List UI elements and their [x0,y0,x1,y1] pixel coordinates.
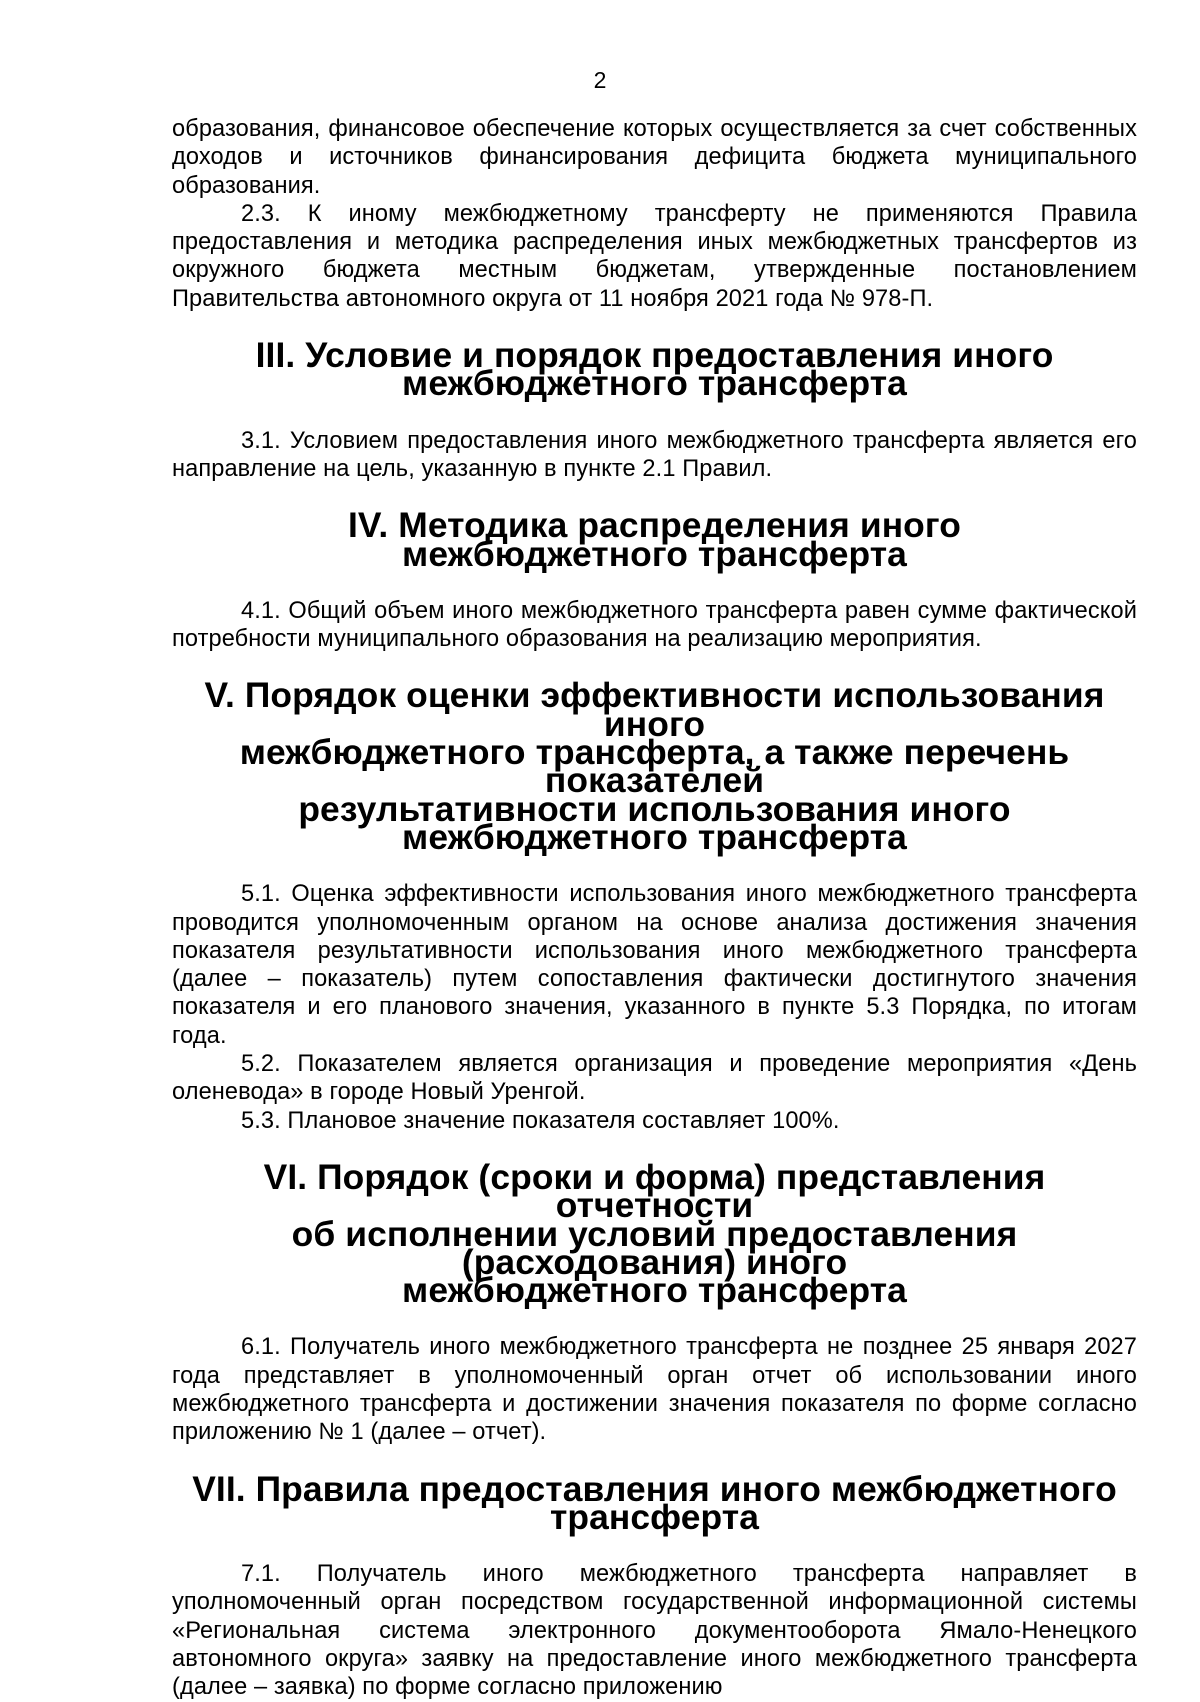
section-7-heading-line-1: VII. Правила предоставления иного межбюджетного трансферта [192,1468,1117,1537]
paragraph-5-3: 5.3. Плановое значение показателя составляет 100%. [241,1107,840,1134]
paragraph-6-1: 6.1. Получатель иного межбюджетного трансферта не позднее 25 января 2027 года представляет в уполномоченный орган отчет об использовании иного межбюджетного трансферта и достижении значения показателя по форме согласно приложению № 1 (далее – отчет). [172,1334,1137,1446]
section-4-heading-line-1: IV. Методика распределения иного [348,505,961,546]
section-5-heading-line-1: V. Порядок оценки эффективности использования иного [204,675,1105,744]
section-5-heading [172,675,1137,857]
section-3-heading-line-2: межбюджетного трансферта [402,363,907,404]
section-3-heading [172,335,1137,404]
paragraph-4-1: 4.1. Общий объем иного межбюджетного трансферта равен сумме фактической потребности муниципального образования на реализацию мероприятия. [172,597,1137,653]
section-6-heading-line-1: VI. Порядок (сроки и форма) представления отчетности [263,1156,1046,1226]
paragraph-continuation: образования, финансовое обеспечение которых осуществляется за счет собственных доходов и источников финансирования дефицита бюджета муниципального образования. [172,116,1137,199]
paragraph-3-1: 3.1. Условием предоставления иного межбюджетного трансферта является его направление на цель, указанную в пункте 2.1 Правил. [172,427,1137,482]
paragraph-5-1: 5.1. Оценка эффективности использования иного межбюджетного трансферта проводится уполномоченным органом на основе анализа достижения значения показателя результативности использования иного межбюджетного трансферта (далее – показатель) путем сопоставления фактически достигнутого значения показателя и его планового значения, указанного в пункте 5.3 Порядка, по итогам года. [172,881,1137,1049]
section-7-heading [172,1468,1137,1537]
paragraph-5-2: 5.2. Показателем является организация и проведение мероприятия «День оленевода» в городе Новый Уренгой. [172,1051,1137,1106]
section-3-heading-line-1: III. Условие и порядок предоставления иного [255,335,1054,376]
section-4-heading-line-2: межбюджетного трансферта [402,533,907,574]
page-number: 2 [593,67,607,93]
section-4-heading [172,505,1137,574]
document-body [172,115,1137,1702]
section-6-heading [172,1156,1137,1311]
paragraph-2-3: 2.3. К иному межбюджетному трансферту не применяются Правила предоставления и методика распределения иных межбюджетных трансфертов из окружного бюджета местным бюджетам, утвержденные постановлением Правительства автономного округа от 11 ноября 2021 года № 978-П. [172,200,1137,312]
section-5-heading-line-3: результативности использования иного межбюджетного трансферта [298,788,1011,857]
section-6-heading-line-2: об исполнении условий предоставления (расходования) иного [291,1213,1018,1282]
paragraph-7-1: 7.1. Получатель иного межбюджетного трансферта направляет в уполномоченный орган посредством государственной информационной системы «Региональная система электронного документооборота Ямало-Ненецкого автономного округа» заявку на предоставление иного межбюджетного трансферта (далее – заявка) по форме согласно приложению [172,1561,1137,1701]
section-5-heading-line-2: межбюджетного трансферта, а также перечень показателей [239,732,1070,801]
section-6-heading-line-3: межбюджетного трансферта [402,1270,907,1311]
